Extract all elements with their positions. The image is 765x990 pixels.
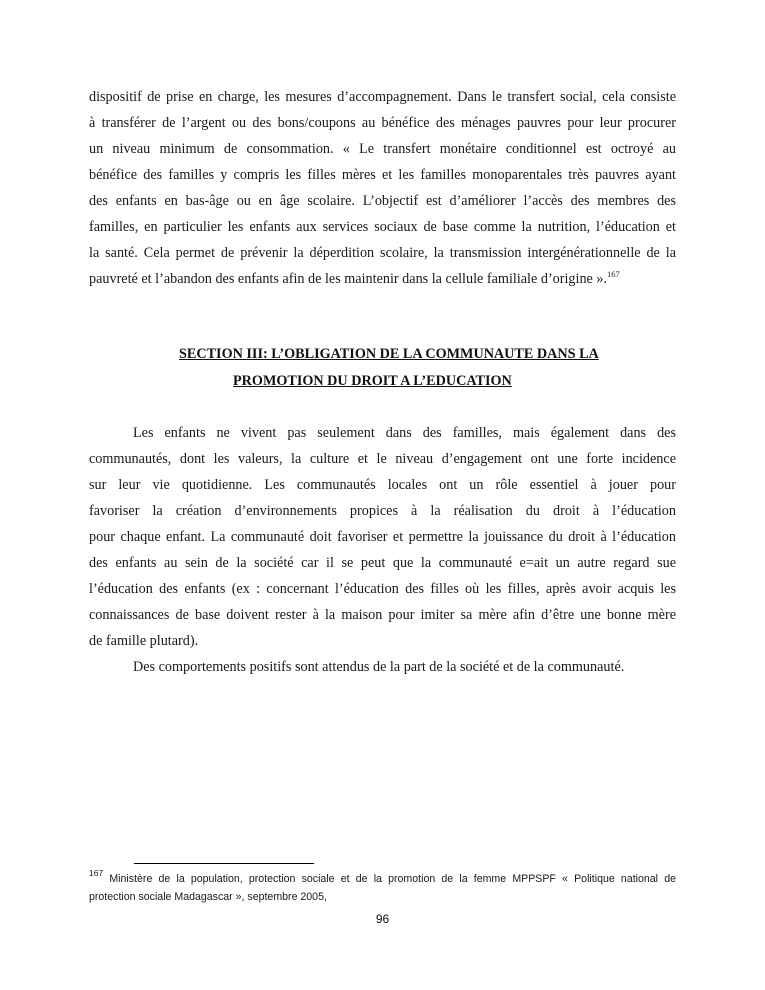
footnote-line [89,870,676,888]
paragraph-line: connaissances de base doivent rester à la maison pour imiter sa mère afin d’être une bonne mère [89,607,676,623]
paragraph-line: communautés, dont les valeurs, la culture et le niveau d’engagement ont une forte incidence [89,451,676,467]
paragraph-line: des enfants en bas-âge ou en âge scolaire. L’objectif est d’améliorer l’accès des membres des [89,193,676,209]
paragraph-line: un niveau minimum de consommation. « Le transfert monétaire conditionnel est octroyé au [89,141,676,157]
footnote-separator [134,863,314,864]
footnote-reference[interactable]: 167 [607,269,620,279]
footnote-text: Ministère de la population, protection sociale et de la promotion de la femme MPPSPF « Politique national de [103,873,676,885]
paragraph-line-last [89,266,676,292]
page-number: 96 [375,912,390,926]
paragraph-line-text: pauvreté et l’abandon des enfants afin de les maintenir dans la cellule familiale d’origine ». [89,271,608,287]
paragraph-line: de famille plutard). [89,633,199,649]
paragraph-line: Des comportements positifs sont attendus de la part de la société et de la communauté. [133,659,625,675]
paragraph-line: familles, en particulier les enfants aux services sociaux de base comme la nutrition, l’éducation et [89,219,676,235]
footnote-line: protection sociale Madagascar », septembre 2005, [89,891,327,903]
section-heading-line-2: PROMOTION DU DROIT A L’EDUCATION [233,373,512,389]
paragraph-line: à transférer de l’argent ou des bons/coupons au bénéfice des ménages pauvres pour leur procurer [89,115,676,131]
section-heading-line-1: SECTION III: L’OBLIGATION DE LA COMMUNAUTE DANS LA [179,346,599,362]
paragraph-line: favoriser la création d’environnements propices à la réalisation du droit à l’éducation [89,503,676,519]
paragraph-line: la santé. Cela permet de prévenir la déperdition scolaire, la transmission intergénérationnelle de la [89,245,676,261]
paragraph-communautes [89,420,676,654]
paragraph-line: pour chaque enfant. La communauté doit favoriser et permettre la jouissance du droit à l’éducation [89,529,676,545]
paragraph-transfert-social [89,84,676,292]
paragraph-line: des enfants au sein de la société car il se peut que la communauté e=ait un autre regard sue [89,555,676,571]
paragraph-line: l’éducation des enfants (ex : concernant l’éducation des filles où les filles, après avoir acquis les [89,581,676,597]
paragraph-comportements [89,654,676,680]
footnote [89,870,676,906]
footnote-number: 167 [89,868,104,878]
paragraph-line: Les enfants ne vivent pas seulement dans des familles, mais également dans des [133,425,676,441]
paragraph-line: dispositif de prise en charge, les mesures d’accompagnement. Dans le transfert social, cela consiste [89,89,676,105]
paragraph-line: sur leur vie quotidienne. Les communautés locales ont un rôle essentiel à jouer pour [89,477,676,493]
paragraph-line: bénéfice des familles y compris les filles mères et les familles monoparentales très pauvres ayant [89,167,676,183]
